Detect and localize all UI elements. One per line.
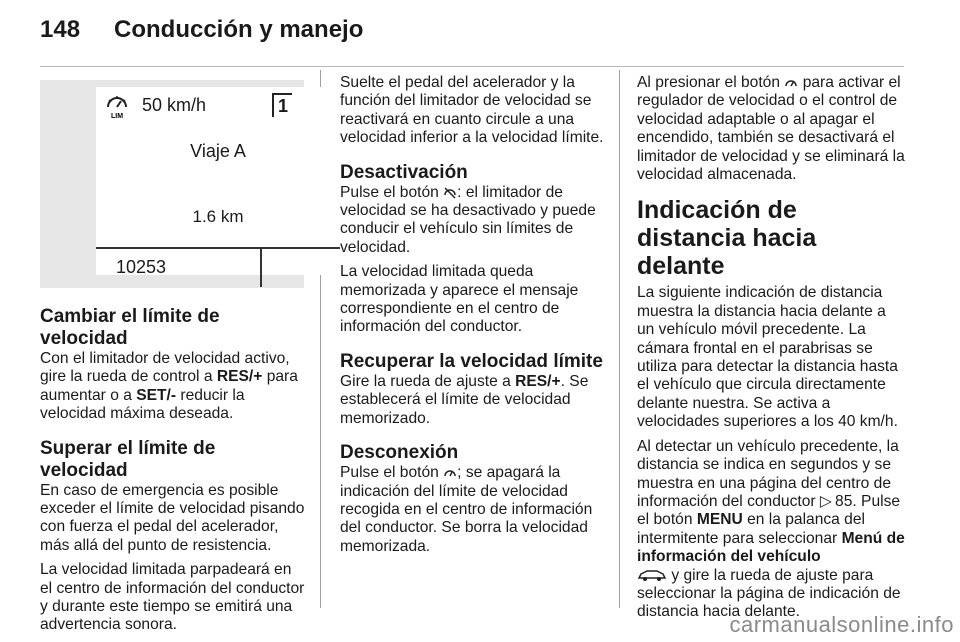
text: en la palanca del intermitente para seleccionar [637, 511, 865, 547]
text: Al detectar un vehículo precedente, la distancia se indica en segundos y se muestra en una página del centro de información del conductor [637, 437, 899, 510]
text: Pulse el botón [340, 464, 444, 482]
heading-desconexion: Desconexión [340, 442, 459, 464]
paragraph: La velocidad limitada parpadeará en el centro de información del conductor y durante este tiempo se emitirá una advertencia sonora. [40, 561, 305, 634]
heading-recuperar: Recuperar la velocidad límite [340, 350, 603, 372]
page-number: 148 [40, 16, 81, 43]
text: Al presionar el botón [637, 74, 785, 91]
vehicle-info-menu-label: Menú de información del vehículo [637, 529, 905, 566]
odometer-divider [260, 247, 262, 287]
text: Gire la rueda de ajuste a [340, 372, 516, 390]
heading-cambiar: Cambiar el límite de velocidad [40, 306, 220, 349]
watermark: carmanualsonline.info [729, 612, 954, 637]
page-header [40, 8, 363, 52]
heading-superar: Superar el límite de velocidad [40, 437, 216, 481]
cruise-control-icon [784, 76, 798, 89]
menu-label: MENU [696, 511, 743, 529]
page-ref[interactable]: 85 [835, 492, 853, 510]
paragraph: En caso de emergencia es posible exceder el límite de velocidad pisando con fuerza el pedal del acelerador, más allá del punto de resistencia. [40, 481, 305, 554]
text: y gire la rueda de ajuste para seleccionar la página de indicación de distancia hacia delante. [637, 566, 901, 621]
paragraph [340, 464, 606, 556]
column-2 [340, 74, 606, 562]
text: : el limitador de velocidad se ha desactivado y puede conducir el vehículo sin límites de velocidad. [340, 183, 596, 256]
speed-limiter-icon [104, 93, 130, 119]
limiter-label: LIM [110, 113, 124, 119]
column-1 [40, 306, 306, 641]
res-plus-label: RES/+ [216, 368, 263, 386]
res-plus-label: RES/+ [515, 372, 561, 390]
page-indicator: 1 [272, 93, 292, 117]
header-rule [40, 66, 904, 67]
paragraph: La siguiente indicación de distancia muestra la distancia hacia delante a un vehículo móvil precedente. La cámara frontal en el parabrisas se utiliza para detectar la distancia hasta el vehículo que circula directamente delante nuestra. Se activa a velocidades superiores a los 40 km/h. [637, 284, 898, 431]
limit-speed: 50 km/h [142, 95, 207, 115]
set-minus-label: SET/- [136, 386, 177, 404]
column-divider [619, 70, 620, 608]
speed-limiter-icon [443, 466, 457, 479]
text: reducir la velocidad máxima deseada. [40, 386, 245, 423]
text: . Pulse el botón [637, 492, 901, 529]
heading-indicacion: Indicación de distancia hacia delante [637, 196, 817, 281]
paragraph [637, 438, 905, 622]
paragraph: Suelte el pedal del acelerador y la función del limitador de velocidad se reactivará en cuanto circule a una velocidad inferior a la velocidad límite. [340, 74, 604, 147]
display-figure-content [40, 80, 304, 288]
column-3 [637, 74, 905, 628]
section-title: Conducción y manejo [114, 16, 364, 43]
text: Con el limitador de velocidad activo, gire la rueda de control a [40, 350, 290, 386]
paragraph: La velocidad limitada queda memorizada y aparece el mensaje correspondiente en el centro de información del conductor. [340, 263, 579, 336]
text: ; se apagará la indicación del límite de velocidad recogida en el centro de información del conductor. Se borra la velocidad memorizada. [340, 464, 593, 555]
paragraph [637, 74, 905, 184]
page-ref-icon: ▷ [819, 492, 836, 510]
odometer: 10253 [116, 257, 167, 277]
paragraph [340, 184, 606, 258]
paragraph [40, 350, 306, 424]
trip-label: Viaje A [190, 141, 246, 161]
paragraph [340, 373, 606, 428]
display-screen [96, 87, 340, 275]
text: Pulse el botón [340, 183, 444, 201]
text: para activar el regulador de velocidad o el control de velocidad adaptable o al apagar el encendido, también se desactivará el limitador de velocidad y se eliminará la velocidad almacenada. [637, 74, 905, 184]
limiter-off-icon [443, 186, 457, 199]
car-icon [637, 568, 667, 582]
text: para aumentar o a [40, 368, 298, 404]
text: . Se establecerá el límite de velocidad memorizado. [340, 372, 589, 427]
trip-distance: 1.6 km [192, 207, 244, 226]
heading-desactivacion: Desactivación [340, 161, 468, 183]
